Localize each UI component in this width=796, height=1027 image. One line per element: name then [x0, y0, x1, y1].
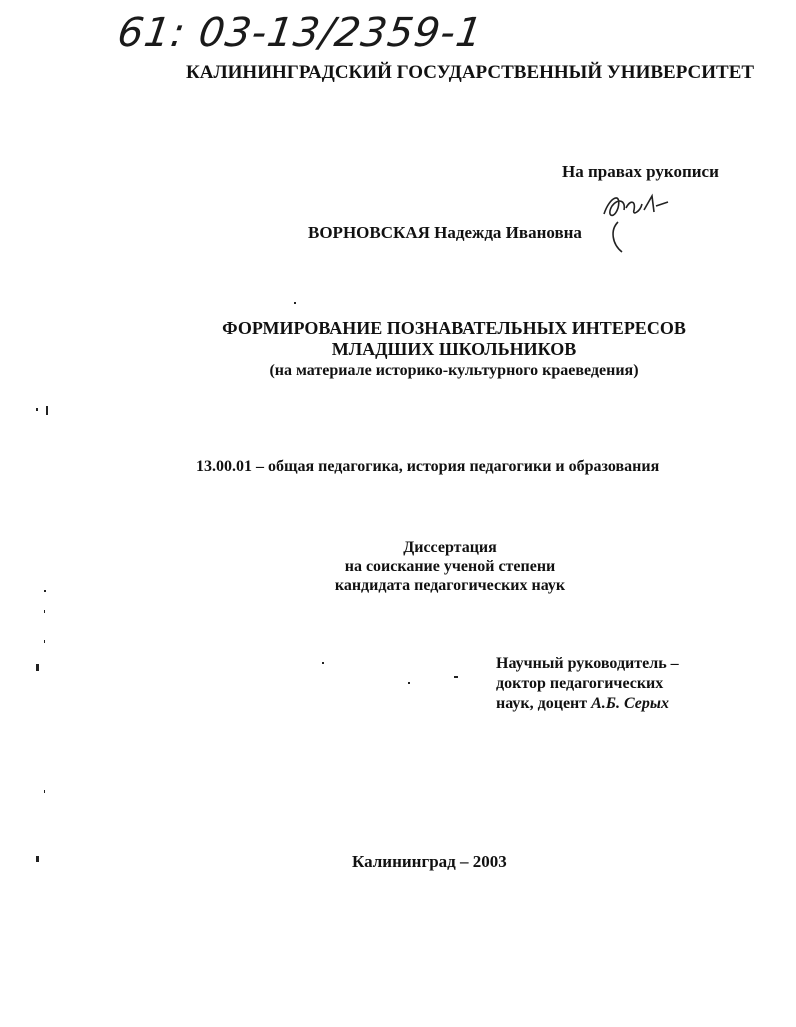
- dissertation-degree-block: [300, 538, 600, 595]
- scan-speck: [36, 664, 39, 671]
- scan-speck: [46, 406, 48, 415]
- university-name: КАЛИНИНГРАДСКИЙ ГОСУДАРСТВЕННЫЙ УНИВЕРСИТЕТ: [186, 62, 755, 83]
- scan-speck: [294, 302, 296, 304]
- title-line-1: ФОРМИРОВАНИЕ ПОЗНАВАТЕЛЬНЫХ ИНТЕРЕСОВ: [222, 318, 686, 338]
- advisor-line-2: доктор педагогических: [496, 675, 664, 692]
- manuscript-rights-note: На правах рукописи: [562, 162, 719, 181]
- dissertation-line-2: на соискание ученой степени: [344, 558, 556, 575]
- dissertation-line-3: кандидата педагогических наук: [334, 577, 566, 594]
- advisor-name: А.Б. Серых: [591, 695, 669, 712]
- scan-speck: [44, 790, 45, 793]
- title-line-2: МЛАДШИХ ШКОЛЬНИКОВ: [331, 339, 577, 359]
- handwritten-catalog-code: 61: 03-13/2359-1: [114, 10, 486, 56]
- dissertation-line-1: Диссертация: [403, 539, 497, 556]
- advisor-line-3: [496, 694, 679, 714]
- city-year: Калининград – 2003: [352, 852, 507, 871]
- specialty-code: 13.00.01 – общая педагогика, история педагогики и образования: [196, 458, 660, 475]
- scan-speck: [44, 590, 46, 592]
- scan-speck: [322, 662, 324, 664]
- dissertation-title: [150, 318, 758, 381]
- title-subtitle: (на материале историко-культурного краеведения): [269, 362, 639, 379]
- scan-speck: [36, 856, 39, 862]
- scan-speck: [44, 640, 45, 643]
- scan-speck: [454, 676, 458, 678]
- author-name: ВОРНОВСКАЯ Надежда Ивановна: [308, 223, 582, 242]
- scientific-advisor-block: [496, 654, 679, 714]
- advisor-title: наук, доцент: [496, 695, 588, 712]
- scan-speck: [36, 408, 38, 411]
- scan-speck: [408, 682, 410, 684]
- signature: [596, 186, 686, 256]
- scan-speck: [44, 610, 45, 613]
- advisor-line-1: Научный руководитель –: [496, 655, 679, 672]
